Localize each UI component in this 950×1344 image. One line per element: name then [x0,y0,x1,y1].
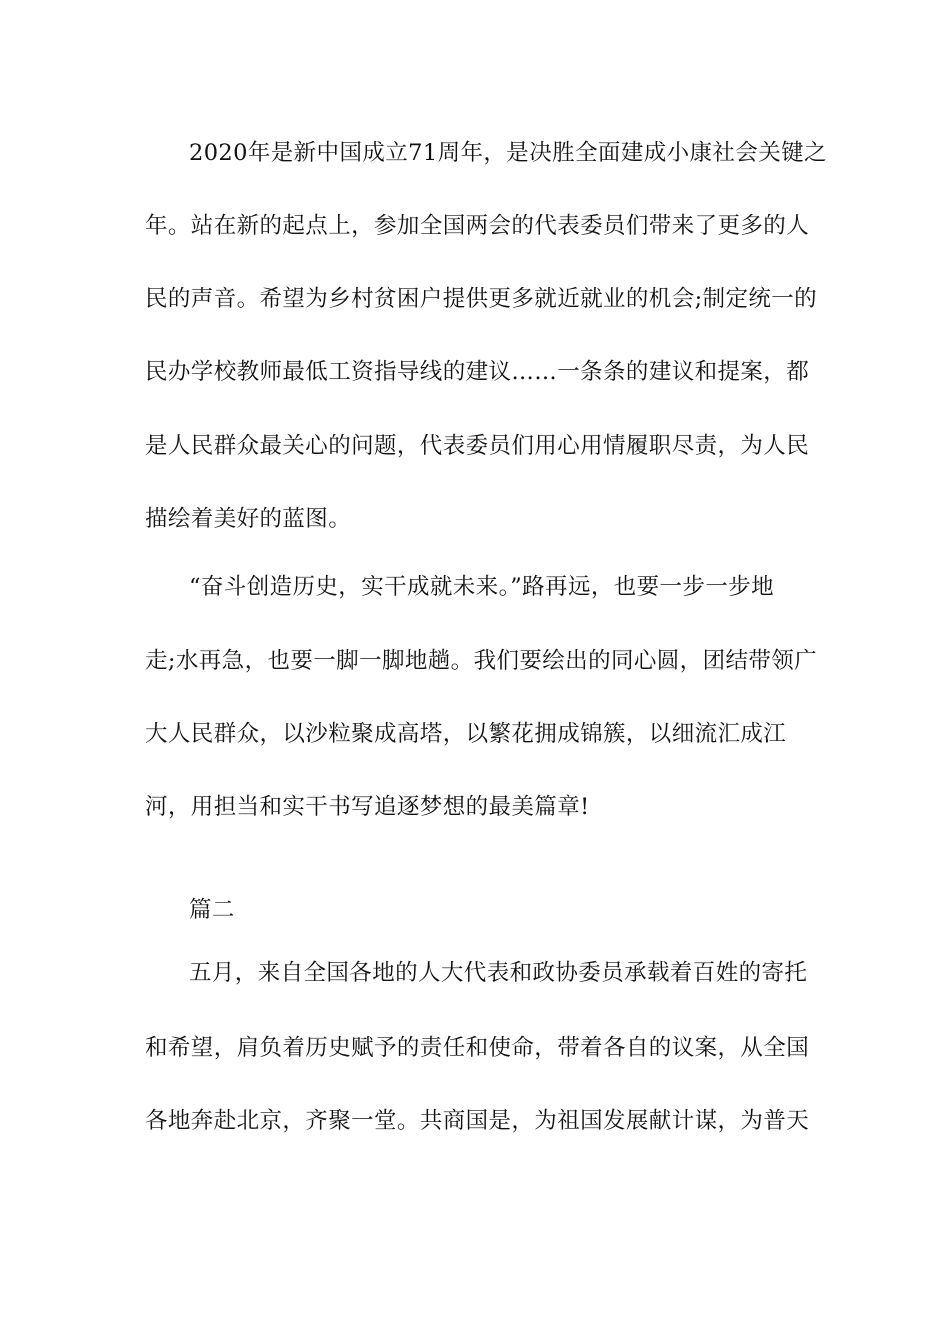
paragraph-line: 和希望，肩负着历史赋予的责任和使命，带着各自的议案，从全国 [145,1035,810,1061]
paragraph-line: 民办学校教师最低工资指导线的建议……一条条的建议和提案，都 [145,359,810,385]
paragraph-line: 年。站在新的起点上，参加全国两会的代表委员们带来了更多的人 [145,213,810,239]
paragraph-line: 大人民群众，以沙粒聚成高塔，以繁花拥成锦簇，以细流汇成江 [145,721,787,747]
paragraph-line: 是人民群众最关心的问题，代表委员们用心用情履职尽责，为人民 [145,433,810,459]
paragraph-line: 2020年是新中国成立71周年，是决胜全面建成小康社会关键之 [189,140,827,166]
paragraph-line: 各地奔赴北京，齐聚一堂。共商国是，为祖国发展献计谋，为普天 [145,1108,810,1134]
paragraph-line: 民的声音。希望为乡村贫困户提供更多就近就业的机会;制定统一的 [145,286,818,312]
paragraph-line: 走;水再急，也要一脚一脚地趟。我们要绘出的同心圆，团结带领广 [145,648,818,674]
paragraph-line: 描绘着美好的蓝图。 [145,506,352,532]
section-heading: 篇二 [189,897,235,923]
paragraph-line: 五月，来自全国各地的人大代表和政协委员承载着百姓的寄托 [189,960,808,986]
paragraph-line: 河，用担当和实干书写追逐梦想的最美篇章! [145,794,590,820]
paragraph-line: “奋斗创造历史，实干成就未来。”路再远，也要一步一步地 [189,574,775,600]
